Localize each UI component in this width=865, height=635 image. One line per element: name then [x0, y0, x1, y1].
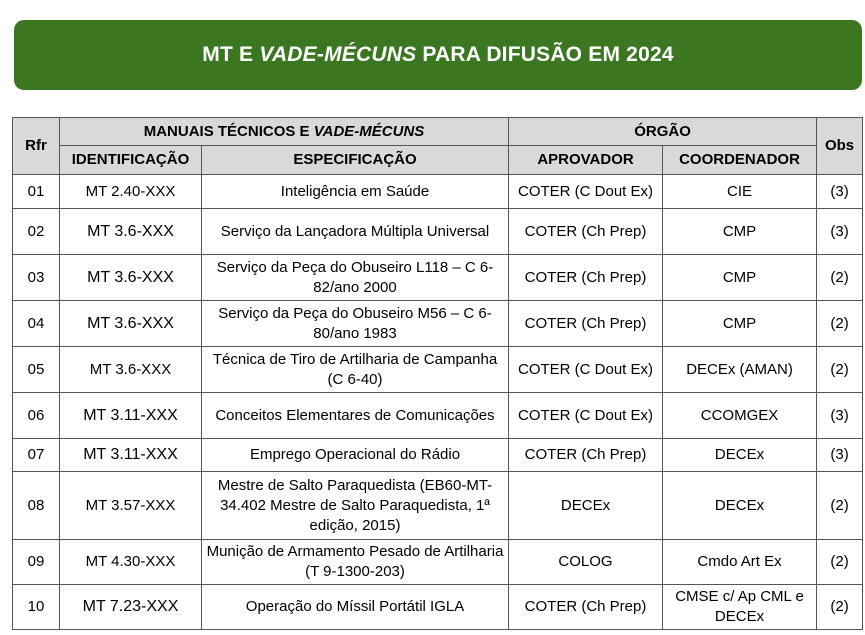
cell-aprovador: COTER (Ch Prep) — [509, 209, 663, 255]
page-title: MT E VADE-MÉCUNS PARA DIFUSÃO EM 2024 — [202, 43, 674, 66]
header-manuais-group: MANUAIS TÉCNICOS E VADE-MÉCUNS — [60, 118, 509, 146]
cell-identificacao: MT 3.11-XXX — [60, 393, 202, 439]
cell-aprovador: DECEx — [509, 472, 663, 540]
cell-coordenador: DECEx — [663, 472, 817, 540]
header-identificacao: IDENTIFICAÇÃO — [60, 146, 202, 175]
cell-obs: (2) — [817, 472, 863, 540]
cell-identificacao: MT 2.40-XXX — [60, 175, 202, 209]
cell-obs: (3) — [817, 439, 863, 472]
cell-especificacao: Munição de Armamento Pesado de Artilharia (T 9-1300-203) — [202, 540, 509, 585]
cell-obs: (3) — [817, 175, 863, 209]
cell-identificacao: MT 3.6-XXX — [60, 209, 202, 255]
cell-especificacao: Emprego Operacional do Rádio — [202, 439, 509, 472]
cell-identificacao: MT 3.57-XXX — [60, 472, 202, 540]
cell-obs: (3) — [817, 393, 863, 439]
table-row — [13, 255, 863, 301]
cell-coordenador: CMP — [663, 301, 817, 347]
cell-obs: (3) — [817, 209, 863, 255]
cell-especificacao: Técnica de Tiro de Artilharia de Campanha (C 6-40) — [202, 347, 509, 393]
cell-rfr: 08 — [13, 472, 60, 540]
cell-coordenador: CIE — [663, 175, 817, 209]
cell-rfr: 09 — [13, 540, 60, 585]
cell-especificacao: Serviço da Lançadora Múltipla Universal — [202, 209, 509, 255]
cell-identificacao: MT 3.6-XXX — [60, 255, 202, 301]
table-row — [13, 540, 863, 585]
header-obs: Obs — [817, 118, 863, 175]
cell-obs: (2) — [817, 255, 863, 301]
cell-coordenador: CMP — [663, 209, 817, 255]
cell-coordenador: DECEx — [663, 439, 817, 472]
cell-rfr: 04 — [13, 301, 60, 347]
table-row — [13, 175, 863, 209]
cell-rfr: 07 — [13, 439, 60, 472]
table-row — [13, 347, 863, 393]
cell-aprovador: COTER (Ch Prep) — [509, 439, 663, 472]
header-coordenador: COORDENADOR — [663, 146, 817, 175]
header-especificacao: ESPECIFICAÇÃO — [202, 146, 509, 175]
cell-rfr: 05 — [13, 347, 60, 393]
cell-rfr: 01 — [13, 175, 60, 209]
table-row — [13, 209, 863, 255]
cell-especificacao: Serviço da Peça do Obuseiro M56 – C 6-80/ano 1983 — [202, 301, 509, 347]
cell-identificacao: MT 4.30-XXX — [60, 540, 202, 585]
cell-obs: (2) — [817, 301, 863, 347]
table-row — [13, 472, 863, 540]
cell-aprovador: COTER (C Dout Ex) — [509, 393, 663, 439]
header-rfr: Rfr — [13, 118, 60, 175]
cell-especificacao: Operação do Míssil Portátil IGLA — [202, 585, 509, 630]
cell-obs: (2) — [817, 540, 863, 585]
cell-identificacao: MT 3.6-XXX — [60, 347, 202, 393]
cell-coordenador: CMSE c/ Ap CML e DECEx — [663, 585, 817, 630]
cell-especificacao: Inteligência em Saúde — [202, 175, 509, 209]
cell-aprovador: COLOG — [509, 540, 663, 585]
page-title-banner — [14, 20, 862, 90]
cell-obs: (2) — [817, 585, 863, 630]
cell-aprovador: COTER (Ch Prep) — [509, 255, 663, 301]
cell-identificacao: MT 3.11-XXX — [60, 439, 202, 472]
cell-identificacao: MT 3.6-XXX — [60, 301, 202, 347]
cell-especificacao: Conceitos Elementares de Comunicações — [202, 393, 509, 439]
cell-aprovador: COTER (Ch Prep) — [509, 301, 663, 347]
cell-aprovador: COTER (C Dout Ex) — [509, 347, 663, 393]
cell-aprovador: COTER (Ch Prep) — [509, 585, 663, 630]
cell-obs: (2) — [817, 347, 863, 393]
manuals-table — [12, 117, 863, 630]
header-orgao-group: ÓRGÃO — [509, 118, 817, 146]
header-aprovador: APROVADOR — [509, 146, 663, 175]
table-row — [13, 393, 863, 439]
cell-identificacao: MT 7.23-XXX — [60, 585, 202, 630]
cell-coordenador: CCOMGEX — [663, 393, 817, 439]
table-row — [13, 439, 863, 472]
cell-rfr: 03 — [13, 255, 60, 301]
cell-rfr: 06 — [13, 393, 60, 439]
cell-rfr: 02 — [13, 209, 60, 255]
cell-coordenador: CMP — [663, 255, 817, 301]
cell-coordenador: DECEx (AMAN) — [663, 347, 817, 393]
cell-coordenador: Cmdo Art Ex — [663, 540, 817, 585]
cell-aprovador: COTER (C Dout Ex) — [509, 175, 663, 209]
table-row — [13, 301, 863, 347]
cell-especificacao: Serviço da Peça do Obuseiro L118 – C 6-82/ano 2000 — [202, 255, 509, 301]
table-row — [13, 585, 863, 630]
cell-especificacao: Mestre de Salto Paraquedista (EB60-MT-34.402 Mestre de Salto Paraquedista, 1ª edição, 2015) — [202, 472, 509, 540]
cell-rfr: 10 — [13, 585, 60, 630]
